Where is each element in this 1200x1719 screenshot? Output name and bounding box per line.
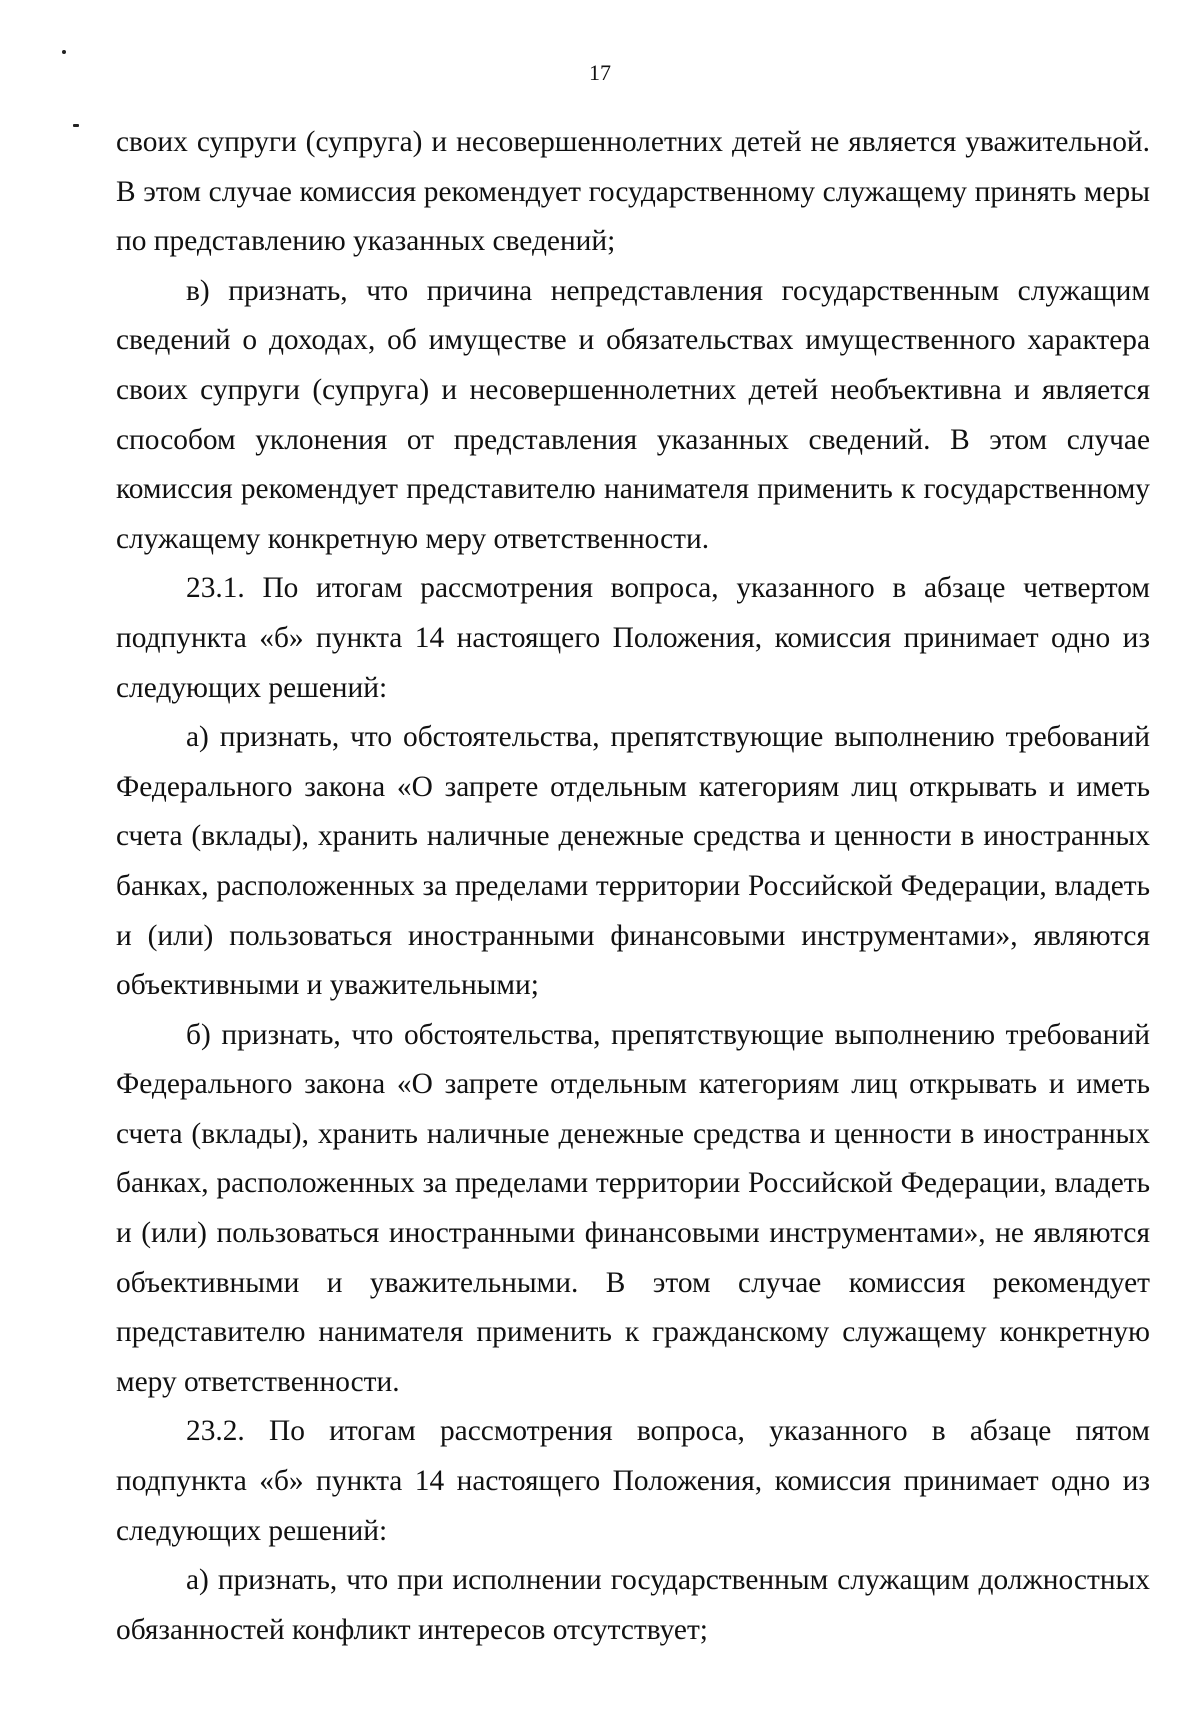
- document-body: [116, 118, 1150, 1655]
- paragraph-23-1-a: а) признать, что обстоятельства, препятствующие выполнению требований Федерального закона «О запрете отдельным категориям лиц открывать и иметь счета (вклады), хранить наличные денежные средства и ценности в иностранных банках, расположенных за пределами территории Российской Федерации, владеть и (или) пользоваться иностранными финансовыми инструментами», являются объективными и уважительными;: [116, 721, 1150, 1002]
- paragraph-23-1: 23.1. По итогам рассмотрения вопроса, указанного в абзаце четвертом подпункта «б» пункта 14 настоящего Положения, комиссия принимает одно из следующих решений:: [116, 572, 1150, 704]
- paragraph-23-2: 23.2. По итогам рассмотрения вопроса, указанного в абзаце пятом подпункта «б» пункта 14 настоящего Положения, комиссия принимает одно из следующих решений:: [116, 1415, 1150, 1547]
- scan-speck: [73, 124, 79, 127]
- paragraph-23-2-a: а) признать, что при исполнении государственным служащим должностных обязанностей конфликт интересов отсутствует;: [116, 1564, 1150, 1646]
- paragraph-23-1-b: б) признать, что обстоятельства, препятствующие выполнению требований Федерального закона «О запрете отдельным категориям лиц открывать и иметь счета (вклады), хранить наличные денежные средства и ценности в иностранных банках, расположенных за пределами территории Российской Федерации, владеть и (или) пользоваться иностранными финансовыми инструментами», не являются объективными и уважительными. В этом случае комиссия рекомендует представителю нанимателя применить к гражданскому служащему конкретную меру ответственности.: [116, 1018, 1150, 1398]
- paragraph-continuation: своих супруги (супруга) и несовершеннолетних детей не является уважительной. В этом случае комиссия рекомендует государственному служащему принять меры по представлению указанных сведений;: [116, 126, 1150, 258]
- paragraph-item-v: в) признать, что причина непредставления государственным служащим сведений о доходах, об имуществе и обязательствах имущественного характера своих супруги (супруга) и несовершеннолетних детей необъективна и является способом уклонения от представления указанных сведений. В этом случае комиссия рекомендует представителю нанимателя применить к государственному служащему конкретную меру ответственности.: [116, 274, 1150, 555]
- scan-speck: [62, 50, 66, 54]
- page-number: 17: [589, 60, 611, 85]
